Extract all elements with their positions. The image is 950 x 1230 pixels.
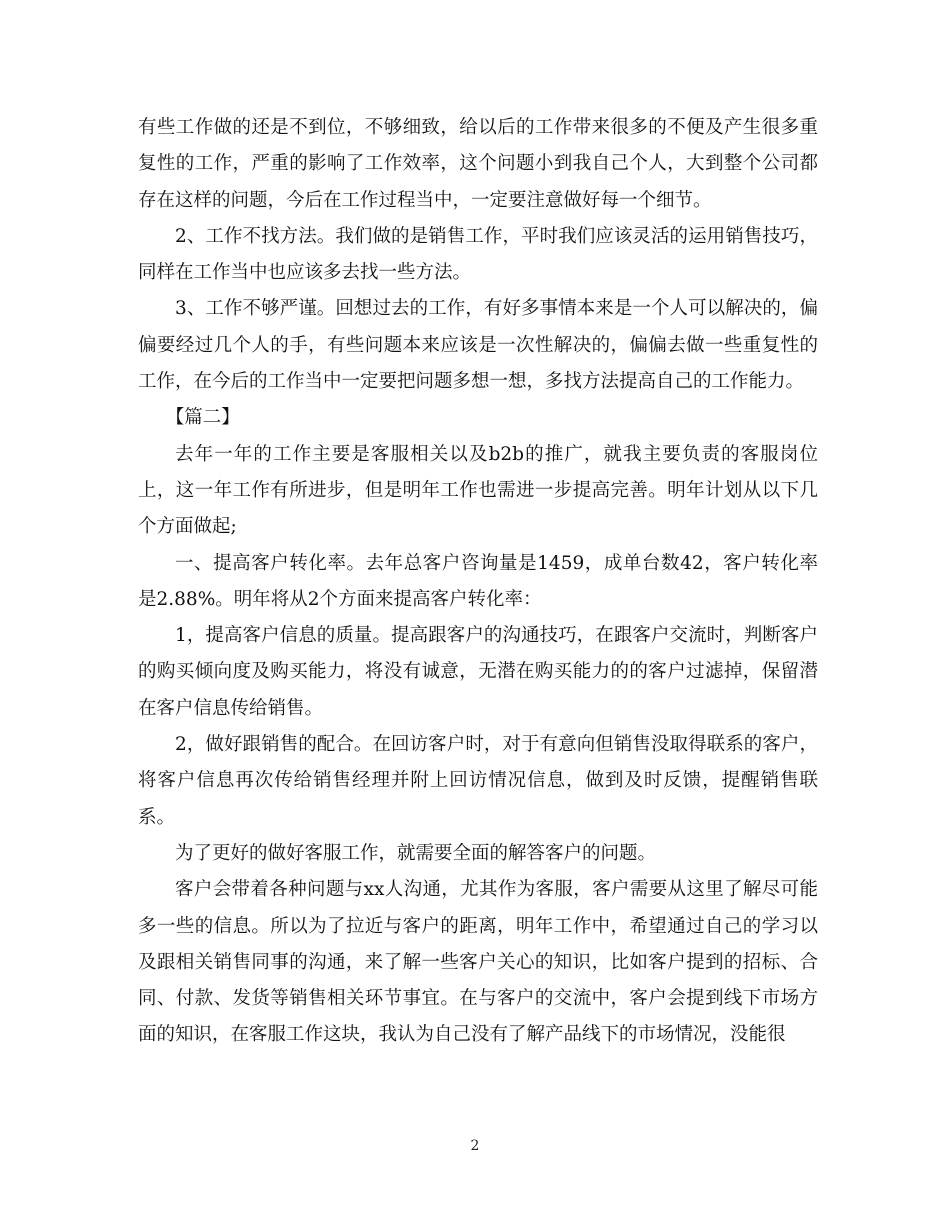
section-heading: 【篇二】 <box>165 407 240 429</box>
page-number: 2 <box>470 1138 480 1154</box>
paragraph-point-1: 1，提高客户信息的质量。提高跟客户的沟通技巧，在跟客户交流时，判断客户的购买倾向度及购买能力，将没有诚意，无潜在购买能力的的客户过滤掉，保留潜在客户信息传给销售。 <box>138 625 818 719</box>
document-body <box>138 110 818 1054</box>
paragraph-conversion: 一、提高客户转化率。去年总客户咨询量是1459，成单台数42，客户转化率是2.88%。明年将从2个方面来提高客户转化率： <box>138 552 818 610</box>
paragraph-intro: 去年一年的工作主要是客服相关以及b2b的推广，就我主要负责的客服岗位上，这一年工作有所进步，但是明年工作也需进一步提高完善。明年计划从以下几个方面做起; <box>138 443 818 538</box>
paragraph-service: 为了更好的做好客服工作，就需要全面的解答客户的问题。 <box>175 842 657 864</box>
paragraph-item-2: 2、工作不找方法。我们做的是销售工作，平时我们应该灵活的运用销售技巧，同样在工作当中也应该多去找一些方法。 <box>138 225 818 284</box>
paragraph-continuation: 有些工作做的还是不到位，不够细致，给以后的工作带来很多的不便及产生很多重复性的工作，严重的影响了工作效率，这个问题小到我自己个人，大到整个公司都存在这样的问题，今后在工作过程当中，一定要注意做好每一个细节。 <box>138 117 818 211</box>
paragraph-point-2: 2，做好跟销售的配合。在回访客户时，对于有意向但销售没取得联系的客户，将客户信息再次传给销售经理并附上回访情况信息，做到及时反馈，提醒销售联系。 <box>138 734 818 828</box>
paragraph-item-3: 3、工作不够严谨。回想过去的工作，有好多事情本来是一个人可以解决的，偏偏要经过几个人的手，有些问题本来应该是一次性解决的，偏偏去做一些重复性的工作，在今后的工作当中一定要把问题多想一想，多找方法提高自己的工作能力。 <box>138 298 818 393</box>
paragraph-customer: 客户会带着各种问题与xx人沟通，尤其作为客服，客户需要从这里了解尽可能多一些的信息。所以为了拉近与客户的距离，明年工作中，希望通过自己的学习以及跟相关销售同事的沟通，来了解一些客户关心的知识，比如客户提到的招标、合同、付款、发货等销售相关环节事宜。在与客户的交流中，客户会提到线下市场方面的知识，在客服工作这块，我认为自己没有了解产品线下的市场情况，没能很 <box>138 879 818 1046</box>
